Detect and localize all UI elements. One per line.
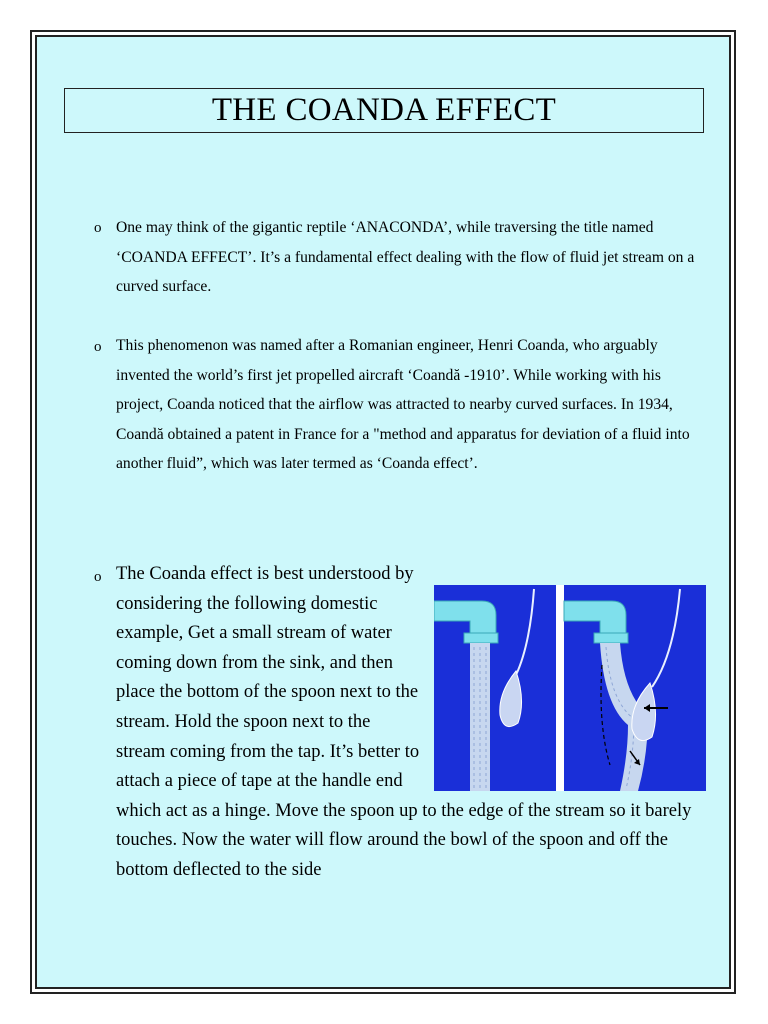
tap-nozzle: [464, 633, 498, 643]
spoon-figure: [434, 565, 706, 791]
paragraph-spoon-example: [116, 560, 706, 886]
spoon-experiment-illustration: [434, 565, 706, 791]
bullet-marker: o: [94, 220, 102, 236]
paragraph-anaconda: One may think of the gigantic reptile ‘ANACONDA’, while traversing the title named ‘COANDA EFFECT’. It’s a fundamental effect dealing with the flow of fluid jet stream on a curved surface.: [116, 219, 695, 295]
page-title: THE COANDA EFFECT: [211, 92, 557, 128]
title-box: [64, 88, 704, 133]
bullet-marker: o: [94, 339, 102, 355]
paragraph-spoon-text: The Coanda effect is best understood by considering the following domestic example, Get a small stream of water coming down from the sink, and then place the bottom of the spoon next to the stream. Hold the spoon next to the stream coming from the tap. It’s better to attach a piece of tape at the handle end which act as a hinge. Move the spoon up to the edge of the stream so it barely touches. Now the water will flow around the bowl of the spoon and off the bottom deflected to the side: [116, 564, 692, 880]
bullet-marker: o: [94, 569, 102, 585]
paragraph-history: This phenomenon was named after a Romanian engineer, Henri Coanda, who arguably invented the world’s first jet propelled aircraft ‘Coandă -1910’. While working with his project, Coanda noticed that the airflow was attracted to nearby curved surfaces. In 1934, Coandă obtained a patent in France for a "method and apparatus for deviation of a fluid into another fluid”, which was later termed as ‘Coanda effect’.: [116, 337, 690, 472]
tap-nozzle: [594, 633, 628, 643]
